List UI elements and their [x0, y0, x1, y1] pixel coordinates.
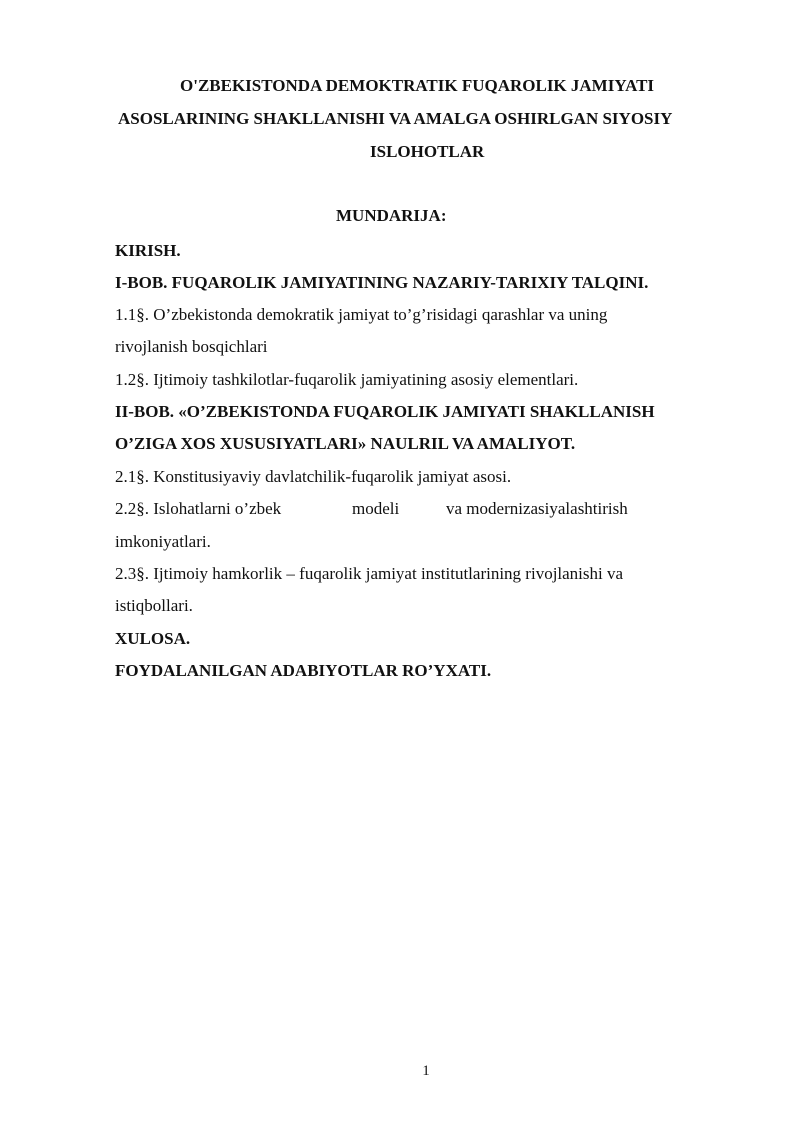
toc-conclusion: XULOSA. [115, 629, 191, 648]
toc-section-2-2-line-2: imkoniyatlari. [115, 532, 211, 551]
title-line-3: ISLOHOTLAR [370, 142, 485, 161]
title-line-1: O'ZBEKISTONDA DEMOKTRATIK FUQAROLIK JAMIYATI [180, 76, 655, 95]
toc-section-2-3-line-2: istiqbollari. [115, 596, 193, 615]
toc-section-2-2-part-2: modeli [352, 499, 400, 518]
toc-chapter-2-line-1: II-BOB. «O’ZBEKISTONDA FUQAROLIK JAMIYATI SHAKLLANISH [115, 402, 655, 421]
toc-section-2-1: 2.1§. Konstitusiyaviy davlatchilik-fuqarolik jamiyat asosi. [115, 467, 512, 486]
toc-section-1-1-line-1: 1.1§. O’zbekistonda demokratik jamiyat to’g’risidagi qarashlar va uning [115, 305, 608, 324]
page-number: 1 [422, 1063, 430, 1079]
toc-section-2-3-line-1: 2.3§. Ijtimoiy hamkorlik – fuqarolik jamiyat institutlarining rivojlanishi va [115, 564, 624, 583]
toc-intro: KIRISH. [115, 241, 181, 260]
toc-section-2-2-part-3: va modernizasiyalashtirish [446, 499, 628, 518]
toc-section-2-2-part-1: 2.2§. Islohatlarni o’zbek [115, 499, 282, 518]
toc-references: FOYDALANILGAN ADABIYOTLAR RO’YXATI. [115, 661, 492, 680]
toc-chapter-1: I-BOB. FUQAROLIK JAMIYATINING NAZARIY-TARIXIY TALQINI. [115, 273, 649, 292]
contents-heading: MUNDARIJA: [336, 206, 447, 225]
toc-section-1-2: 1.2§. Ijtimoiy tashkilotlar-fuqarolik jamiyatining asosiy elementlari. [115, 370, 579, 389]
title-line-2: ASOSLARINING SHAKLLANISHI VA AMALGA OSHIRLGAN SIYOSIY [118, 109, 673, 128]
toc-section-1-1-line-2: rivojlanish bosqichlari [115, 337, 268, 356]
toc-chapter-2-line-2: O’ZIGA XOS XUSUSIYATLARI» NAULRIL VA AMALIYOT. [115, 434, 576, 453]
